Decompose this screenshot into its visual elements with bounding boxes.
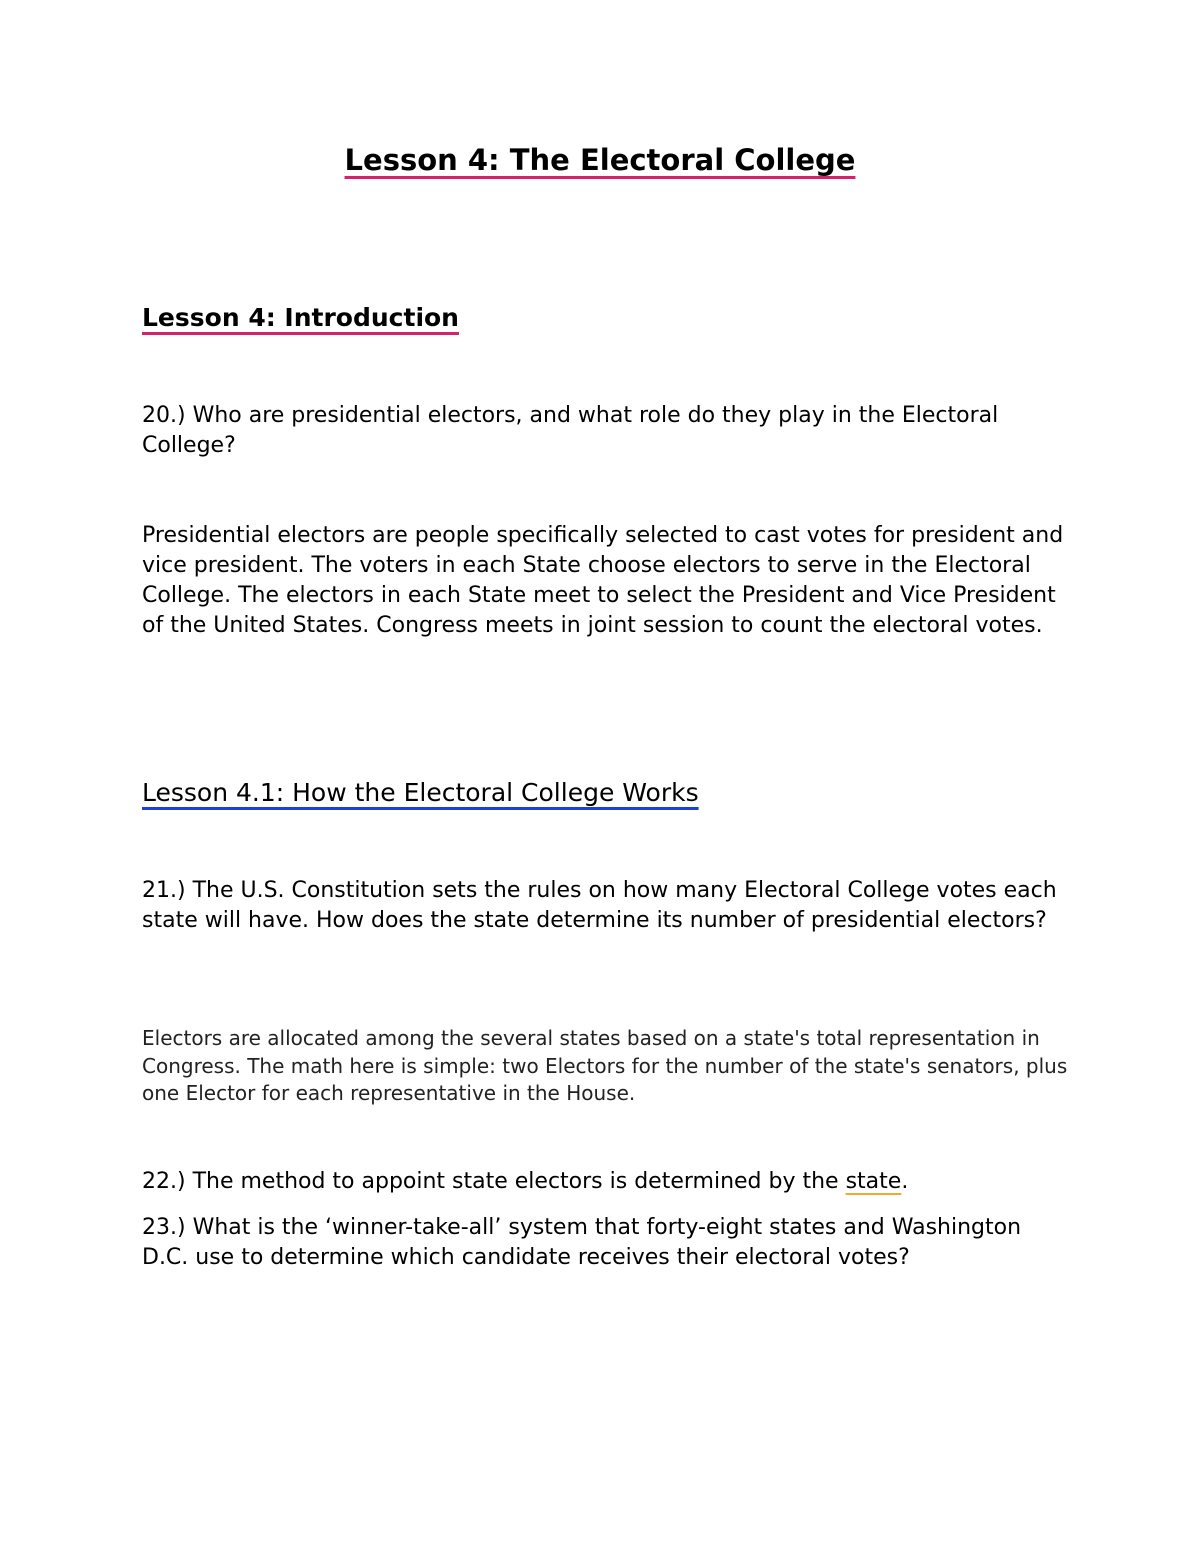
answer-21: Electors are allocated among the several states based on a state's total representation in Congress. The math here is simple: two Electors for the number of the state's senators, plus one Elector for each representative in the House. bbox=[142, 1026, 1068, 1105]
section-heading-introduction bbox=[142, 301, 459, 335]
answer-20: Presidential electors are people specifically selected to cast votes for president and vice president. The voters in each State choose electors to serve in the Electoral College. The electors in each State meet to select the President and Vice President of the United States. Congress meets in joint session to count the electoral votes. bbox=[142, 523, 1064, 638]
question-20: 20.) Who are presidential electors, and what role do they play in the Electoral College? bbox=[142, 403, 999, 458]
question-21: 21.) The U.S. Constitution sets the rules on how many Electoral College votes each state will have. How does the state determine its number of presidential electors? bbox=[142, 878, 1057, 933]
question-23: 23.) What is the ‘winner-take-all’ system that forty-eight states and Washington D.C. use to determine which candidate receives their electoral votes? bbox=[142, 1215, 1022, 1270]
section-heading-how-it-works-text: Lesson 4.1: How the Electoral College Works bbox=[142, 778, 699, 807]
page-title-text: Lesson 4: The Electoral College bbox=[344, 143, 856, 177]
section-heading-how-it-works bbox=[142, 776, 699, 810]
question-22-answer-word: state bbox=[845, 1169, 902, 1194]
page-title bbox=[0, 140, 1200, 180]
question-22 bbox=[142, 1167, 1072, 1197]
question-22-suffix: . bbox=[901, 1169, 909, 1194]
section-heading-introduction-text: Lesson 4: Introduction bbox=[142, 303, 459, 332]
question-22-prefix: 22.) The method to appoint state electors is determined by the bbox=[142, 1169, 846, 1194]
